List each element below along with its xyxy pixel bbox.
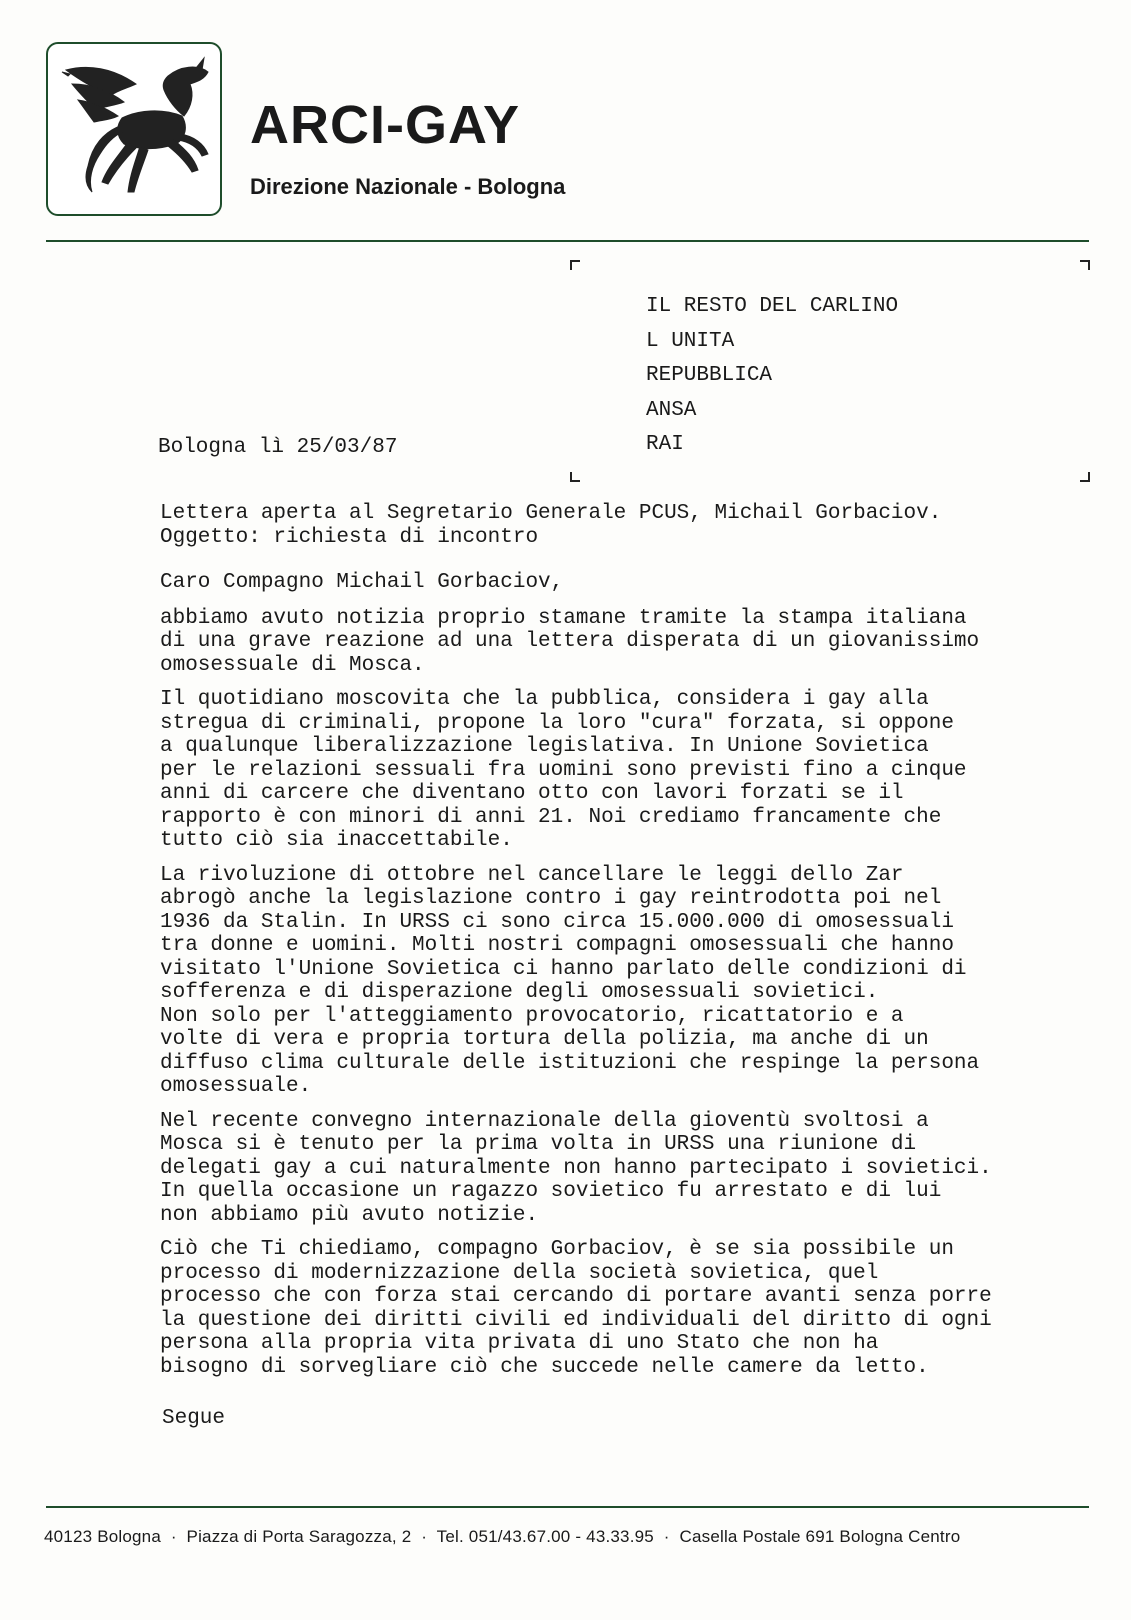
- logo: [46, 42, 222, 216]
- letter-heading: [160, 502, 1090, 549]
- address-window-corner: [570, 260, 580, 270]
- continuation-note: Segue: [162, 1407, 226, 1430]
- footer-address: 40123 Bologna · Piazza di Porta Saragozza, 2 · Tel. 051/43.67.00 - 43.33.95 · Casella Postale 691 Bologna Centro: [44, 1527, 961, 1546]
- org-name: ARCI-GAY: [250, 95, 521, 155]
- address-window-corner: [1080, 260, 1090, 270]
- paragraph: abbiamo avuto notizia proprio stamane tramite la stampa italiana di una grave reazione ad una lettera disperata di un giovanissimo omosessuale di Mosca.: [160, 606, 980, 677]
- paragraph: Il quotidiano moscovita che la pubblica, considera i gay alla stregua di criminali, propone la loro "cura" forzata, si oppone a qualunque liberalizzazione legislativa. In Unione Sovietica per le relazioni sessuali fra uomini sono previsti fino a cinque anni di carcere che diventano otto con lavori forzati se il rapporto è con minori di anni 21. Noi crediamo francamente che tutto ciò sia inaccettabile.: [160, 688, 967, 852]
- footer-divider: [46, 1506, 1089, 1508]
- recipient: IL RESTO DEL CARLINO: [646, 295, 899, 318]
- address-window-corner: [1080, 472, 1090, 482]
- address-window-corner: [570, 472, 580, 482]
- org-subtitle: Direzione Nazionale - Bologna: [250, 174, 566, 199]
- recipient: L UNITA: [646, 329, 735, 353]
- letter-heading-line: Lettera aperta al Segretario Generale PCUS, Michail Gorbaciov.: [160, 502, 942, 525]
- recipient: RAI: [646, 433, 684, 456]
- paragraph: Ciò che Ti chiediamo, compagno Gorbaciov, è se sia possibile un processo di modernizzazione della società sovietica, quel processo che con forza stai cercando di portare avanti senza porre la questione dei diritti civili ed individuali del diritto di ogni persona alla propria vita privata di uno Stato che non ha bisogno di sorvegliare ciò che succede nelle camere da letto.: [160, 1238, 992, 1379]
- date-line: Bologna lì 25/03/87: [158, 436, 398, 459]
- header-divider: [46, 240, 1089, 242]
- paragraph: La rivoluzione di ottobre nel cancellare le leggi dello Zar abrogò anche la legislazione contro i gay reintrodotta poi nel 1936 da Stalin. In URSS ci sono circa 15.000.000 di omosessuali tra donne e uomini. Molti nostri compagni omosessuali che hanno visitato l'Unione Sovietica ci hanno parlato delle condizioni di sofferenza e di disperazione degli omosessuali sovietici. Non solo per l'atteggiamento provocatorio, ricattatorio e a volte di vera e propria tortura della polizia, ma anche di un diffuso clima culturale delle istituzioni che respinge la persona omosessuale.: [160, 863, 980, 1098]
- recipient: REPUBBLICA: [646, 364, 773, 387]
- salutation: Caro Compagno Michail Gorbaciov,: [160, 571, 564, 594]
- paragraph: Nel recente convegno internazionale della gioventù svoltosi a Mosca si è tenuto per la prima volta in URSS una riunione di delegati gay a cui naturalmente non hanno partecipato i sovietici. In quella occasione un ragazzo sovietico fu arrestato e di lui non abbiamo più avuto notizie.: [160, 1109, 992, 1227]
- recipient: ANSA: [646, 398, 697, 422]
- letter-body: [160, 502, 1090, 1390]
- letter-subject-line: Oggetto: richiesta di incontro: [160, 525, 539, 549]
- pegasus-icon: [58, 54, 210, 204]
- recipient-list: [646, 290, 898, 463]
